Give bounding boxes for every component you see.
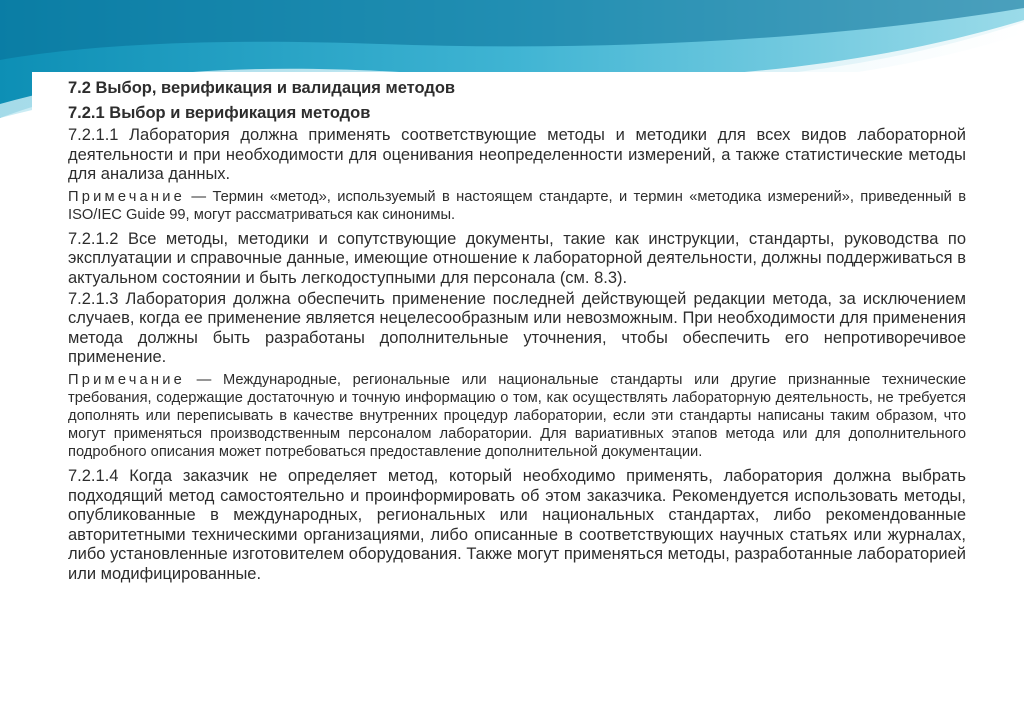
section-heading: 7.2 Выбор, верификация и валидация методов [68,79,456,97]
note-1 [68,188,966,224]
note-1-text: — Термин «метод», используемый в настоящем стандарте, и термин «методика измерений», приведенный в ISO/IEC Guide 99, могут рассматриваться как синонимы. [68,188,966,223]
paragraph-7-2-1-4: 7.2.1.4 Когда заказчик не определяет метод, который необходимо применять, лаборатория должна выбрать подходящий метод самостоятельно и проинформировать об этом заказчика. Рекомендуется использовать методы, опубликованные в международных, региональных или национальных стандартах, либо рекомендованные авторитетными техническими организациями, либо описанные в соответствующих научных статьях или журналах, либо установленные изготовителем оборудования. Также могут применяться методы, разработанные лабораторией или модифицированные. [68,466,966,583]
paragraph-7-2-1-2: 7.2.1.2 Все методы, методики и сопутствующие документы, такие как инструкции, стандарты, руководства по эксплуатации и справочные данные, имеющие отношение к лабораторной деятельности, должны поддерживаться в актуальном состоянии и быть легкодоступными для персонала (см. 8.3). [68,229,966,287]
note-1-label: Примечание [68,188,186,205]
note-2-text: — Международные, региональные или национальные стандарты или другие признанные технические требования, содержащие достаточную и точную информацию о том, как осуществлять лабораторную деятельность, не требуется дополнять или переписывать в качестве внутренних процедур лаборатории, если эти стандарты написаны таким образом, что могут применяться производственным персоналом лаборатории. Для вариативных этапов метода или для дополнительного подробного описания может потребоваться предоставление дополнительной документации. [68,371,966,460]
paragraph-7-2-1-1: 7.2.1.1 Лаборатория должна применять соответствующие методы и методики для всех видов лабораторной деятельности и при необходимости для оценивания неопределенности измерений, а также статистические методы для анализа данных. [68,126,966,184]
subsection-heading: 7.2.1 Выбор и верификация методов [68,104,371,122]
document-page [32,72,974,672]
paragraph-7-2-1-3: 7.2.1.3 Лаборатория должна обеспечить применение последней действующей редакции метода, за исключением случаев, когда ее применение является нецелесообразным или невозможным. При необходимости для применения метода должны быть разработаны дополнительные уточнения, чтобы обеспечить его непротиворечивое применение. [68,289,966,367]
note-2 [68,371,966,461]
document-body [68,78,966,586]
note-2-label: Примечание [68,371,186,388]
